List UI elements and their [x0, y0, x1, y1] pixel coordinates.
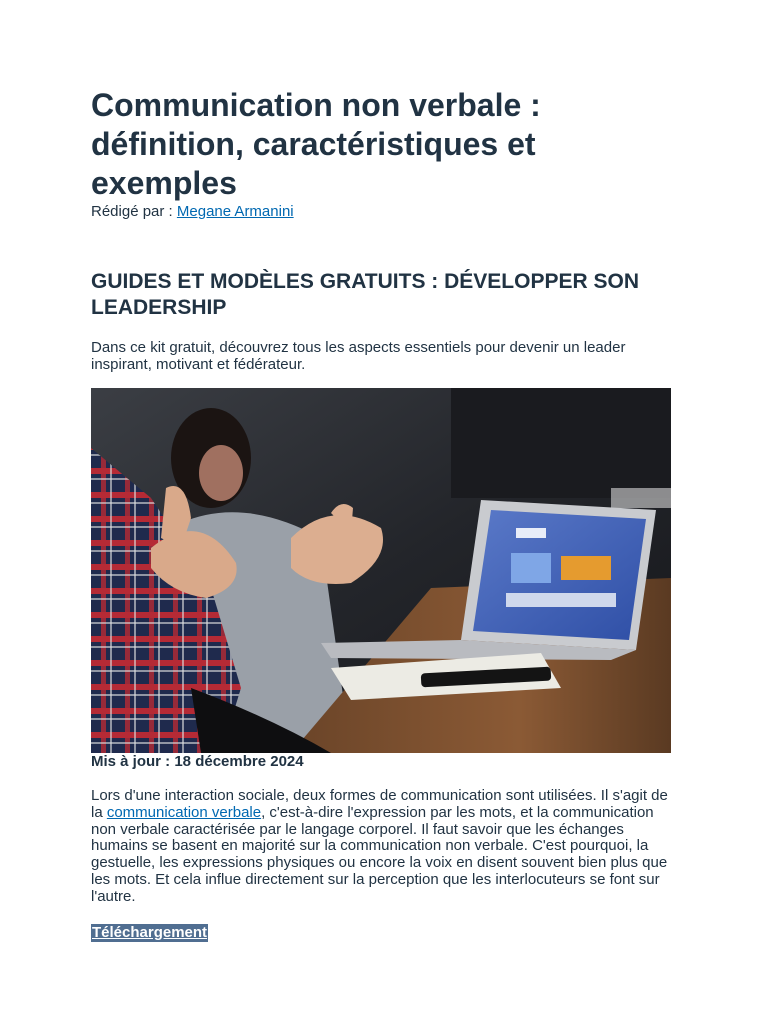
hero-image	[91, 388, 671, 753]
byline-prefix: Rédigé par :	[91, 203, 177, 220]
promo-heading: GUIDES ET MODÈLES GRATUITS : DÉVELOPPER SON LEADERSHIP	[91, 270, 639, 319]
page-title: Communication non verbale : définition, caractéristiques et exemples	[91, 87, 541, 201]
download-button[interactable]: Téléchargement	[92, 923, 208, 941]
paragraph-text-2: , c'est-à-dire l'expression par les mots, et la communication non verbale caractérisée par le langage corporel. Il faut savoir que les échanges humains se basent en majorité sur la communication non verbale. C'est pourquoi, la gestuelle, les expressions physiques ou encore la voix en disent souvent bien plus que les mots. Et cela influe directement sur la perception que les interlocuteurs se font sur l'autre.	[91, 803, 668, 905]
promo-description: Dans ce kit gratuit, découvrez tous les aspects essentiels pour devenir un leader inspirant, motivant et fédérateur.	[91, 339, 626, 373]
article	[91, 86, 673, 942]
updated-date: Mis à jour : 18 décembre 2024	[91, 753, 304, 770]
author-link[interactable]: Megane Armanini	[176, 203, 294, 220]
article-paragraph	[91, 788, 673, 906]
paragraph-text-1: Lors d'une interaction sociale, deux formes de communication sont utilisées. Il s'agit de la	[91, 787, 668, 821]
byline	[91, 203, 673, 221]
verbal-communication-link[interactable]: communication verbale	[106, 803, 262, 821]
